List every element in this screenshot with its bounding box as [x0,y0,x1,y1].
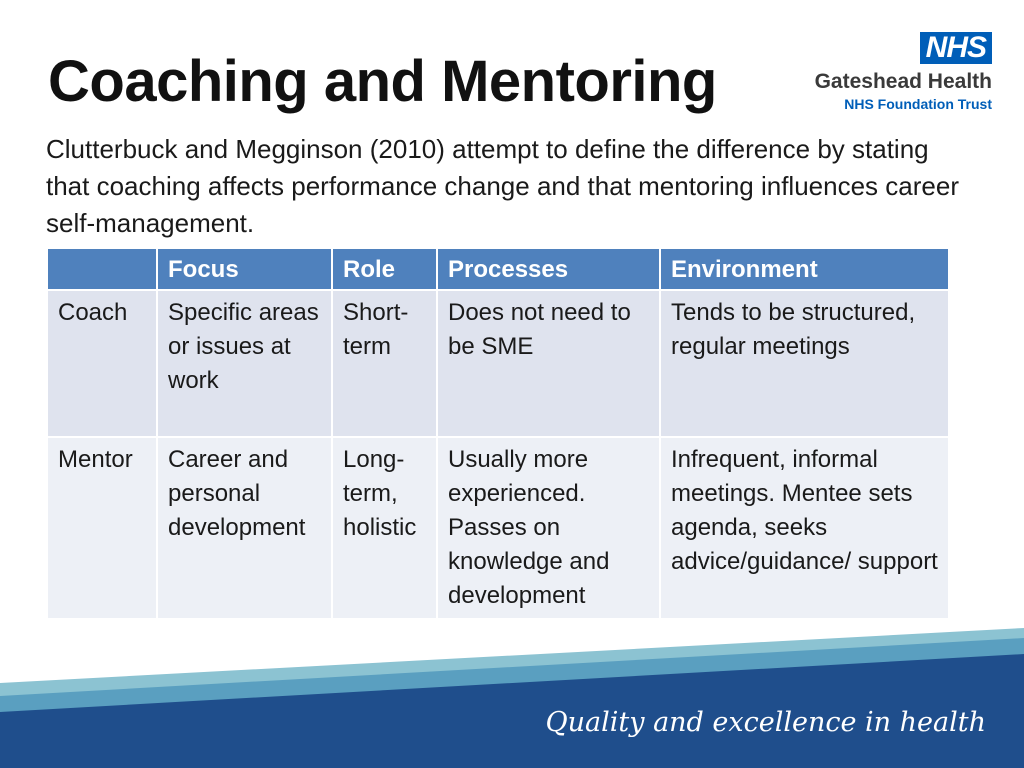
header-empty [47,248,157,290]
nhs-badge: NHS [920,32,992,64]
comparison-table [46,247,950,620]
table-cell: Long-term, holistic [332,437,437,619]
table-row [47,290,949,437]
table-cell: Usually more experienced. Passes on knowledge and development [437,437,660,619]
table-cell: Infrequent, informal meetings. Mentee sets agenda, seeks advice/guidance/ support [660,437,949,619]
page-title: Coaching and Mentoring [48,49,717,114]
header-processes: Processes [437,248,660,290]
header-environment: Environment [660,248,949,290]
footer-wave [0,628,1024,768]
row-label: Coach [47,290,157,437]
row-label: Mentor [47,437,157,619]
header-focus: Focus [157,248,332,290]
table-header-row [47,248,949,290]
nhs-logo [752,32,992,112]
footer-tagline: Quality and excellence in health [545,707,986,738]
intro-paragraph: Clutterbuck and Megginson (2010) attempt to define the difference by stating that coaching affects performance change and that mentoring influences career self-management. [46,134,959,238]
table-cell: Specific areas or issues at work [157,290,332,437]
table-cell: Tends to be structured, regular meetings [660,290,949,437]
table-cell: Short-term [332,290,437,437]
table-cell: Career and personal development [157,437,332,619]
logo-trust-name: NHS Foundation Trust [844,96,992,112]
table-cell: Does not need to be SME [437,290,660,437]
logo-org-name: Gateshead Health [814,70,992,93]
table-row [47,437,949,619]
header-role: Role [332,248,437,290]
